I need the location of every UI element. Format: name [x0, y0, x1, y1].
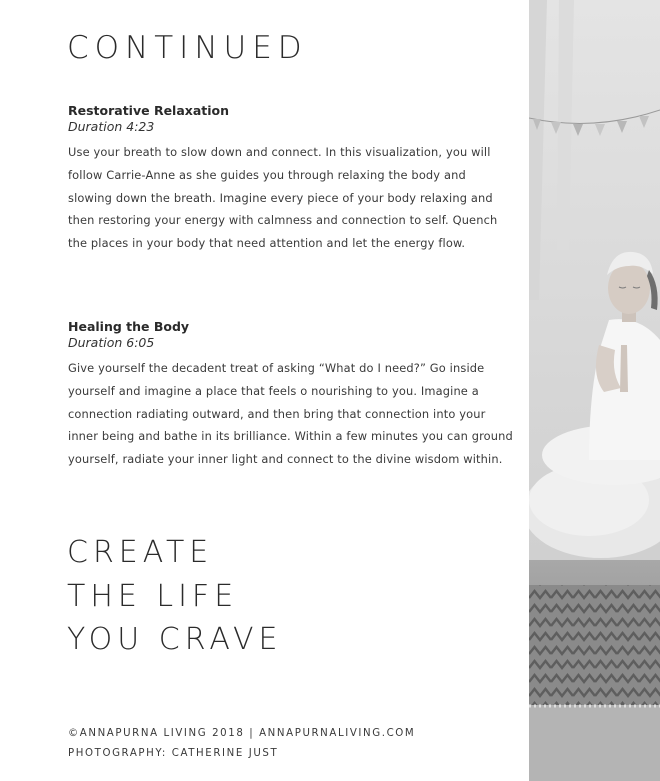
section-duration: Duration 6:05 [68, 335, 155, 350]
photo-credit: PHOTOGRAPHY: CATHERINE JUST [68, 748, 279, 759]
section-title: Restorative Relaxation [68, 103, 230, 118]
page-title: CONTINUED [67, 30, 308, 66]
footer [68, 724, 415, 764]
meditation-photo [529, 0, 660, 781]
tagline [67, 531, 282, 662]
section-title: Healing the Body [68, 319, 190, 334]
tagline-line-1: CREATE [67, 535, 214, 570]
section-healing-the-body [68, 319, 513, 471]
section-body: Use your breath to slow down and connect. In this visualization, you will follow Carrie-Anne as she guides you through relaxing the body and slowing down the breath. Imagine every piece of your body relaxing and then restoring your energy with calmness and connection to self. Quench the places in your body that need attention and let the energy flow. [68, 145, 498, 251]
copyright-text: ©ANNAPURNA LIVING 2018 | ANNAPURNALIVING.COM [68, 728, 416, 739]
section-restorative-relaxation [68, 103, 513, 255]
tagline-line-2: THE LIFE [67, 578, 239, 614]
section-duration: Duration 4:23 [68, 119, 155, 134]
section-body: Give yourself the decadent treat of asking “What do I need?” Go inside yourself and imagine a place that feels o nourishing to you. Imagine a connection radiating outward, and then bring that connection into your inner being and bathe in its brilliance. Within a few minutes you can ground yourself, radiate your inner light and connect to the divine wisdom within. [68, 361, 513, 467]
meditation-photo-illustration [529, 0, 660, 781]
tagline-line-3: YOU CRAVE [67, 622, 283, 657]
